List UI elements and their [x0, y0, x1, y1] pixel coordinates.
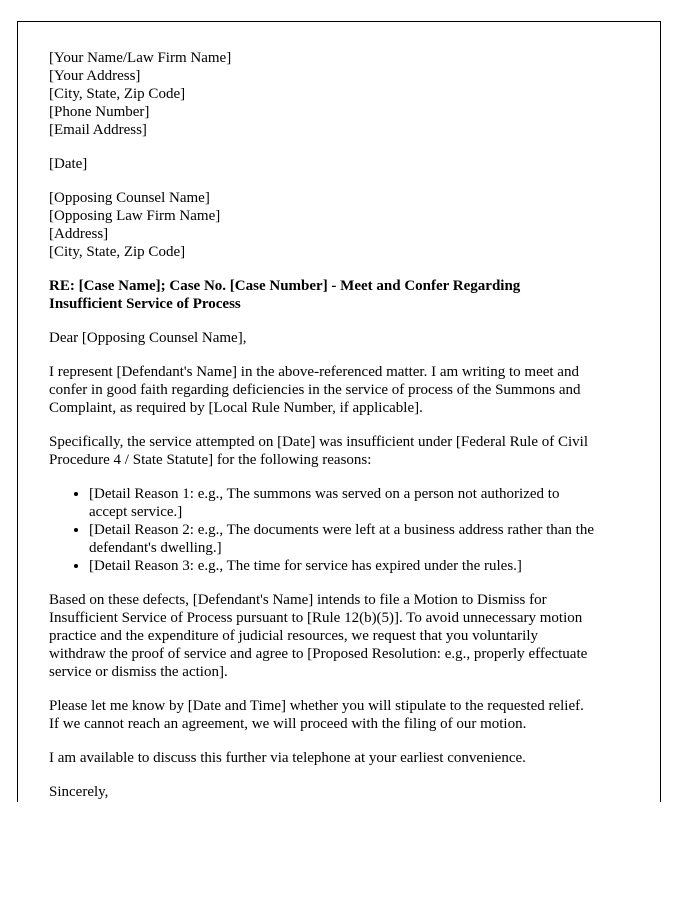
- deadline-paragraph: [49, 697, 639, 733]
- paragraph-line: Procedure 4 / State Statute] for the following reasons:: [49, 452, 372, 468]
- sender-email: [Email Address]: [49, 122, 147, 138]
- closing-text: Sincerely,: [49, 784, 109, 800]
- salutation: [49, 329, 639, 347]
- paragraph-line: Insufficient Service of Process pursuant to [Rule 12(b)(5)]. To avoid unnecessary motion: [49, 610, 583, 626]
- re-line-2: Insufficient Service of Process: [49, 296, 241, 312]
- re-line-1: RE: [Case Name]; Case No. [Case Number] - Meet and Confer Regarding: [49, 278, 521, 294]
- paragraph-line: I am available to discuss this further via telephone at your earliest convenience.: [49, 750, 526, 766]
- reason-line: • [Detail Reason 3: e.g., The time for service has expired under the rules.]: [89, 558, 522, 574]
- specifically-paragraph: [49, 433, 639, 469]
- intro-paragraph: [49, 363, 639, 417]
- paragraph-line: Based on these defects, [Defendant's Name] intends to file a Motion to Dismiss for: [49, 592, 547, 608]
- reason-line: • [Detail Reason 2: e.g., The documents were left at a business address rather than the: [89, 522, 594, 538]
- recipient-block: [49, 189, 639, 261]
- defects-paragraph: [49, 591, 639, 681]
- recipient-city-state-zip: [City, State, Zip Code]: [49, 244, 186, 260]
- reason-line: defendant's dwelling.]: [89, 540, 222, 556]
- reasons-list: [49, 485, 639, 575]
- paragraph-line: practice and the expenditure of judicial resources, we request that you voluntarily: [49, 628, 538, 644]
- sender-city-state-zip: [City, State, Zip Code]: [49, 86, 186, 102]
- recipient-firm: [Opposing Law Firm Name]: [49, 208, 221, 224]
- recipient-name: [Opposing Counsel Name]: [49, 190, 210, 206]
- list-item: [89, 485, 639, 521]
- reason-line: accept service.]: [89, 504, 183, 520]
- letter-page: [17, 21, 661, 802]
- sender-address: [Your Address]: [49, 68, 141, 84]
- paragraph-line: If we cannot reach an agreement, we will proceed with the filing of our motion.: [49, 716, 527, 732]
- paragraph-line: Please let me know by [Date and Time] whether you will stipulate to the requested relief.: [49, 698, 584, 714]
- paragraph-line: withdraw the proof of service and agree to [Proposed Resolution: e.g., properly effectuate: [49, 646, 588, 662]
- sender-phone: [Phone Number]: [49, 104, 150, 120]
- recipient-address: [Address]: [49, 226, 109, 242]
- sender-name: [Your Name/Law Firm Name]: [49, 50, 232, 66]
- re-line: [49, 277, 639, 313]
- reason-line: • [Detail Reason 1: e.g., The summons was served on a person not authorized to: [89, 486, 560, 502]
- list-item: [89, 557, 639, 575]
- list-item: [89, 521, 639, 557]
- paragraph-line: I represent [Defendant's Name] in the above-referenced matter. I am writing to meet and: [49, 364, 579, 380]
- paragraph-line: service or dismiss the action].: [49, 664, 228, 680]
- letter-date: [Date]: [49, 156, 88, 172]
- salutation-text: Dear [Opposing Counsel Name],: [49, 330, 247, 346]
- date-line: [49, 155, 639, 173]
- available-paragraph: [49, 749, 639, 767]
- sender-block: [49, 49, 639, 139]
- paragraph-line: Complaint, as required by [Local Rule Number, if applicable].: [49, 400, 423, 416]
- paragraph-line: Specifically, the service attempted on [Date] was insufficient under [Federal Rule of Civil: [49, 434, 588, 450]
- letter-content: [49, 49, 639, 801]
- paragraph-line: confer in good faith regarding deficiencies in the service of process of the Summons and: [49, 382, 581, 398]
- closing: [49, 783, 639, 801]
